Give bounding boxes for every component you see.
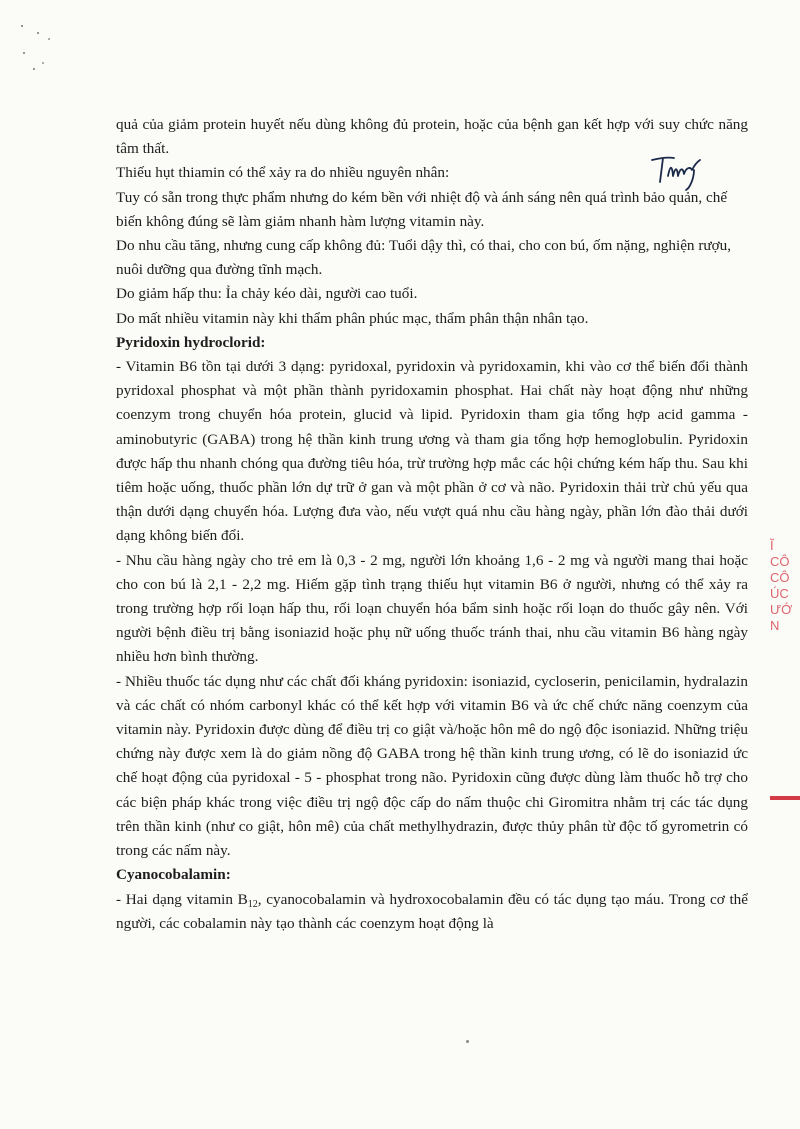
section-heading-pyridoxin: Pyridoxin hydroclorid: — [116, 333, 266, 351]
stamp-fragment: ƯỚ — [770, 602, 793, 617]
paragraph-cyanocobalamin — [116, 888, 748, 936]
paragraph-cause-food: Tuy có sẵn trong thực phẩm nhưng do kém bền với nhiệt độ và ánh sáng nên quá trình bảo quản, chế biến không đúng sẽ làm giảm nhanh hàm lượng vitamin này. — [116, 188, 728, 230]
stamp-fragment: N — [770, 618, 780, 633]
vitamin-subscript: 12 — [247, 898, 258, 910]
paragraph-pyridoxin-requirement: - Nhu cầu hàng ngày cho trẻ em là 0,3 - 2 mg, người lớn khoảng 1,6 - 2 mg và người mang thai hoặc cho con bú là 2,1 - 2,2 mg. Hiếm gặp tình trạng thiếu hụt vitamin B6 ở người, nhưng có thể xảy ra trong trường hợp rối loạn hấp thu, rối loạn chuyển hóa bẩm sinh hoặc rối loạn do thuốc gây nên. Với người bệnh điều trị bằng isoniazid hoặc phụ nữ uống thuốc tránh thai, nhu cầu vitamin B6 hàng ngày nhiều hơn bình thường. — [116, 551, 748, 666]
paragraph-thiamin-causes: Thiếu hụt thiamin có thể xảy ra do nhiều nguyên nhân: — [116, 164, 450, 182]
paragraph-cause-demand: Do nhu cầu tăng, nhưng cung cấp không đủ: Tuổi dậy thì, có thai, cho con bú, ốm nặng, nghiện rượu, nuôi dưỡng qua đường tĩnh mạch. — [116, 237, 732, 279]
paragraph-pyridoxin-antagonists: - Nhiều thuốc tác dụng như các chất đối kháng pyridoxin: isoniazid, cycloserin, penicilamin, hydralazin và các chất có nhóm carbonyl khác có thể kết hợp với vitamin B6 và ức chế chức năng coenzym của vitamin này. Pyridoxin được dùng để điều trị co giật và/hoặc hôn mê do ngộ độc isoniazid. Những triệu chứng này được xem là do giảm nồng độ GABA trong hệ thần kinh trung ương, có lẽ do isoniazid ức chế hoạt động của pyridoxal - 5 - phosphat trong não. Pyridoxin cũng được dùng làm thuốc hỗ trợ cho các biện pháp khác trong việc điều trị ngộ độc cấp do nấm thuộc chi Giromitra nhằm trị các tác dụng trên thần kinh (như co giật, hôn mê) của chất methylhydrazin, được thủy phân từ độc tố gyrometrin có trong các nấm này. — [116, 672, 748, 860]
document-body — [116, 113, 748, 936]
stamp-border-line — [770, 796, 800, 800]
stamp-fragment: ÚC — [770, 586, 789, 601]
stamp-fragment: CÔ — [770, 554, 790, 569]
paragraph-cause-dialysis: Do mất nhiều vitamin này khi thẩm phân phúc mạc, thẩm phân thận nhân tạo. — [116, 309, 589, 327]
cobalamin-text-end: , cyanocobalamin và hydroxocobalamin đều có tác dụng tạo máu. Trong cơ thể người, các cobalamin này tạo thành các coenzym hoạt động là — [116, 890, 748, 932]
scan-artifact-dots — [0, 0, 60, 80]
paragraph-thiamin-intro: quả của giảm protein huyết nếu dùng không đủ protein, hoặc của bệnh gan kết hợp với suy chức năng tâm thất. — [116, 116, 748, 158]
paragraph-pyridoxin-forms: - Vitamin B6 tồn tại dưới 3 dạng: pyridoxal, pyridoxin và pyridoxamin, khi vào cơ thể biến đổi thành pyridoxal phosphat và một phần thành pyridoxamin phosphat. Hai chất này hoạt động như những coenzym trong chuyển hóa protein, glucid và lipid. Pyridoxin tham gia tổng hợp acid gamma - aminobutyric (GABA) trong hệ thần kinh trung ương và tham gia tổng hợp hemoglobulin. Pyridoxin được hấp thu nhanh chóng qua đường tiêu hóa, trừ trường hợp mắc các hội chứng kém hấp thu. Sau khi tiêm hoặc uống, thuốc phần lớn dự trữ ở gan và một phần ở cơ và não. Pyridoxin thải trừ chủ yếu qua thận dưới dạng chuyển hóa. Lượng đưa vào, nếu vượt quá nhu cầu hàng ngày, phần lớn đào thải dưới dạng không biến đổi. — [116, 358, 748, 545]
stamp-fragments — [770, 538, 800, 634]
section-heading-cyanocobalamin: Cyanocobalamin: — [116, 866, 231, 884]
red-stamp-edge — [770, 538, 800, 818]
stamp-fragment: CÔ — [770, 570, 790, 585]
stamp-fragment: Ĩ — [770, 538, 774, 553]
cobalamin-text-start: - Hai dạng vitamin B — [116, 890, 248, 908]
paragraph-cause-absorption: Do giảm hấp thu: Ỉa chảy kéo dài, người cao tuổi. — [116, 285, 418, 303]
scan-speck — [466, 1040, 469, 1043]
